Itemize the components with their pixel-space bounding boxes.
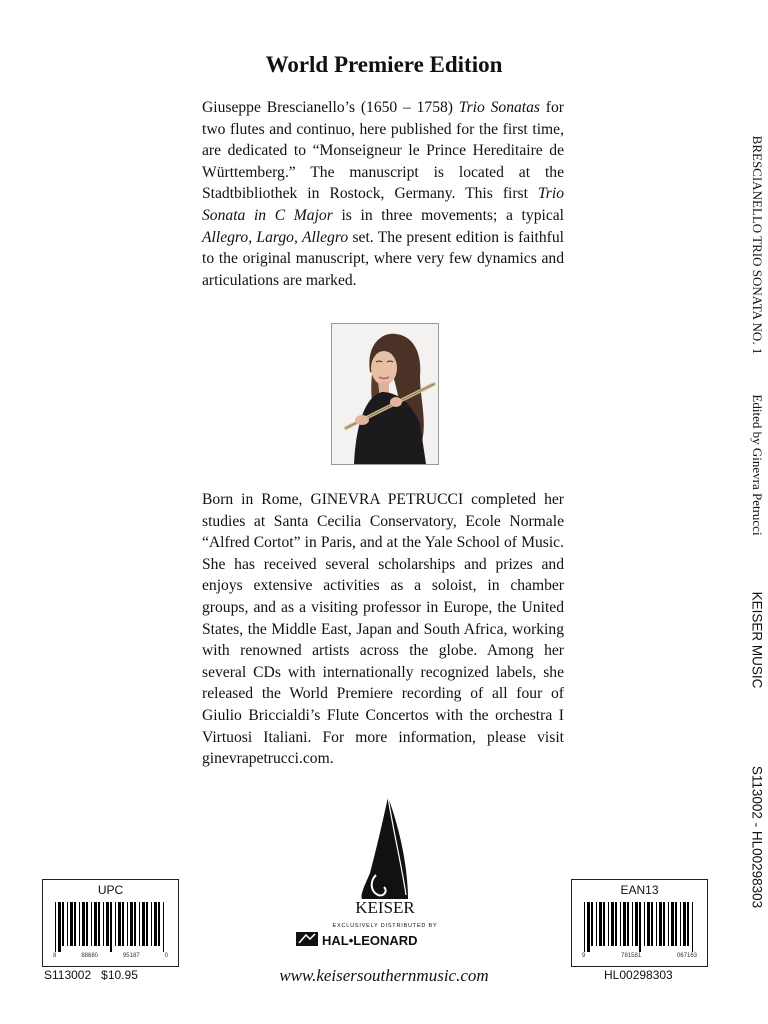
barcode-bar <box>591 902 593 946</box>
barcode-bar <box>632 902 633 946</box>
barcode-bar <box>118 902 121 946</box>
spine-catalog-block <box>746 765 768 910</box>
upc-digits <box>53 953 168 959</box>
barcode-bar <box>86 902 88 946</box>
editor-photo <box>331 323 439 465</box>
barcode-bar <box>659 902 662 946</box>
barcode-bar <box>154 902 157 946</box>
barcode-bar <box>584 902 585 952</box>
spine-editor: Edited by Ginevra Petrucci <box>750 394 765 536</box>
spine-title: BRESCIANELLO TRIO SONATA NO. 1 <box>750 135 765 355</box>
barcode-bar <box>130 902 133 946</box>
barcode-bar <box>680 902 681 946</box>
barcode-bar <box>644 902 645 946</box>
barcode-bar <box>91 902 92 946</box>
barcode-bar <box>668 902 669 946</box>
barcode-bar <box>615 902 617 946</box>
upc-digit-group: 95187 <box>122 953 140 959</box>
price: $10.95 <box>101 968 138 982</box>
barcode-bar <box>639 902 641 952</box>
barcode-bar <box>683 902 686 946</box>
hal-leonard-text: HAL•LEONARD <box>322 933 418 948</box>
upc-digit-group: 0 <box>164 953 168 959</box>
barcode-bar <box>627 902 629 946</box>
barcode-bar <box>79 902 80 946</box>
ean-barcode-box <box>571 879 708 967</box>
editor-bio-paragraph: Born in Rome, GINEVRA PETRUCCI completed her studies at Santa Cecilia Conservatory, Ecole Normale “Alfred Cortot” in Paris, and at the Yale School of Music. She has received several scholarships and prizes and enjoys extensive activities as a soloist, in chamber groups, and as a visiting professor in Europe, the United States, the Middle East, Japan and South Africa, working with renowned artists across the globe. Among her several CDs with internationally recognized labels, she released the World Premiere recording of all four of Giulio Briccialdi’s Flute Concertos with the orchestra I Virtuosi Italiani. For more information, please visit ginevrapetrucci.com. <box>202 491 564 768</box>
website-url[interactable]: www.keisersouthernmusic.com <box>279 966 489 985</box>
spine-catalog: S113002 - HL00298303 <box>749 765 765 909</box>
barcode-bar <box>623 902 626 946</box>
barcode-bar <box>127 902 128 946</box>
barcode-bar <box>67 902 68 946</box>
upc-label: UPC <box>97 883 124 897</box>
barcode-bar <box>635 902 638 946</box>
publisher-logo <box>290 795 480 955</box>
barcode-bar <box>163 902 164 952</box>
barcode-bar <box>134 902 136 946</box>
intro-paragraph: Giuseppe Brescianello’s (1650 – 1758) Trio Sonatas for two flutes and continuo, here published for the first time, are dedicated to “Monseigneur le Prince Hereditaire de Württemberg.” The manuscript is located at the Stadtbibliothek in Rostock, Germany. This first Trio Sonata in C Major is in three movements; a typical Allegro, Largo, Allegro set. The present edition is faithful to the original manuscript, where very few dynamics and articulations are marked. <box>202 99 564 289</box>
barcode-bar <box>146 902 148 946</box>
spine-publisher-block <box>746 591 768 689</box>
upc-digit-group: 88680 <box>81 953 98 959</box>
barcode-bar <box>70 902 73 946</box>
barcode-bar <box>611 902 614 946</box>
barcode-bar <box>122 902 124 946</box>
page-title: World Premiere Edition <box>265 52 503 77</box>
upc-barcode-box <box>42 879 179 967</box>
ean-catalog-number: HL00298303 <box>604 968 673 982</box>
upc-digit-group: 8 <box>53 953 57 959</box>
barcode-bar <box>651 902 653 946</box>
barcode-bar <box>608 902 609 946</box>
ean-digit-group: 067163 <box>676 953 697 959</box>
barcode-bar <box>687 902 689 946</box>
keiser-logo-icon <box>290 795 480 955</box>
upc-barcode-icon <box>53 902 168 952</box>
barcode-bar <box>671 902 674 946</box>
barcode-bar <box>663 902 665 946</box>
ean-digit-group: 781581 <box>621 953 642 959</box>
barcode-bar <box>115 902 116 946</box>
barcode-bar <box>62 902 64 946</box>
barcode-bar <box>587 902 590 952</box>
barcode-bar <box>94 902 97 946</box>
spine-title-block <box>746 130 768 360</box>
keiser-brand-text: KEISER <box>355 898 415 917</box>
barcode-bar <box>603 902 605 946</box>
barcode-bar <box>599 902 602 946</box>
barcode-bar <box>106 902 109 946</box>
spine-publisher: KEISER MUSIC <box>749 591 765 689</box>
barcode-bar <box>647 902 650 946</box>
barcode-bar <box>142 902 145 946</box>
barcode-bar <box>151 902 152 946</box>
barcode-bar <box>596 902 597 946</box>
barcode-bar <box>656 902 657 946</box>
barcode-bar <box>55 902 56 952</box>
barcode-bar <box>82 902 85 946</box>
ean-barcode-icon <box>582 902 697 952</box>
barcode-bar <box>692 902 693 952</box>
upc-catalog-number: S113002 <box>44 968 92 982</box>
flutist-portrait-image <box>332 324 438 464</box>
barcode-bar <box>139 902 140 946</box>
barcode-bar <box>158 902 160 946</box>
spine-editor-block <box>746 385 768 545</box>
ean-label: EAN13 <box>620 883 659 897</box>
barcode-bar <box>58 902 61 952</box>
barcode-bar <box>74 902 76 946</box>
barcode-bar <box>110 902 112 952</box>
barcode-bar <box>620 902 621 946</box>
barcode-bar <box>675 902 677 946</box>
barcode-bar <box>98 902 100 946</box>
distributed-by-text: EXCLUSIVELY DISTRIBUTED BY <box>332 923 438 929</box>
ean-digit-group: 9 <box>582 953 586 959</box>
ean-digits <box>582 953 697 959</box>
barcode-bar <box>103 902 104 946</box>
